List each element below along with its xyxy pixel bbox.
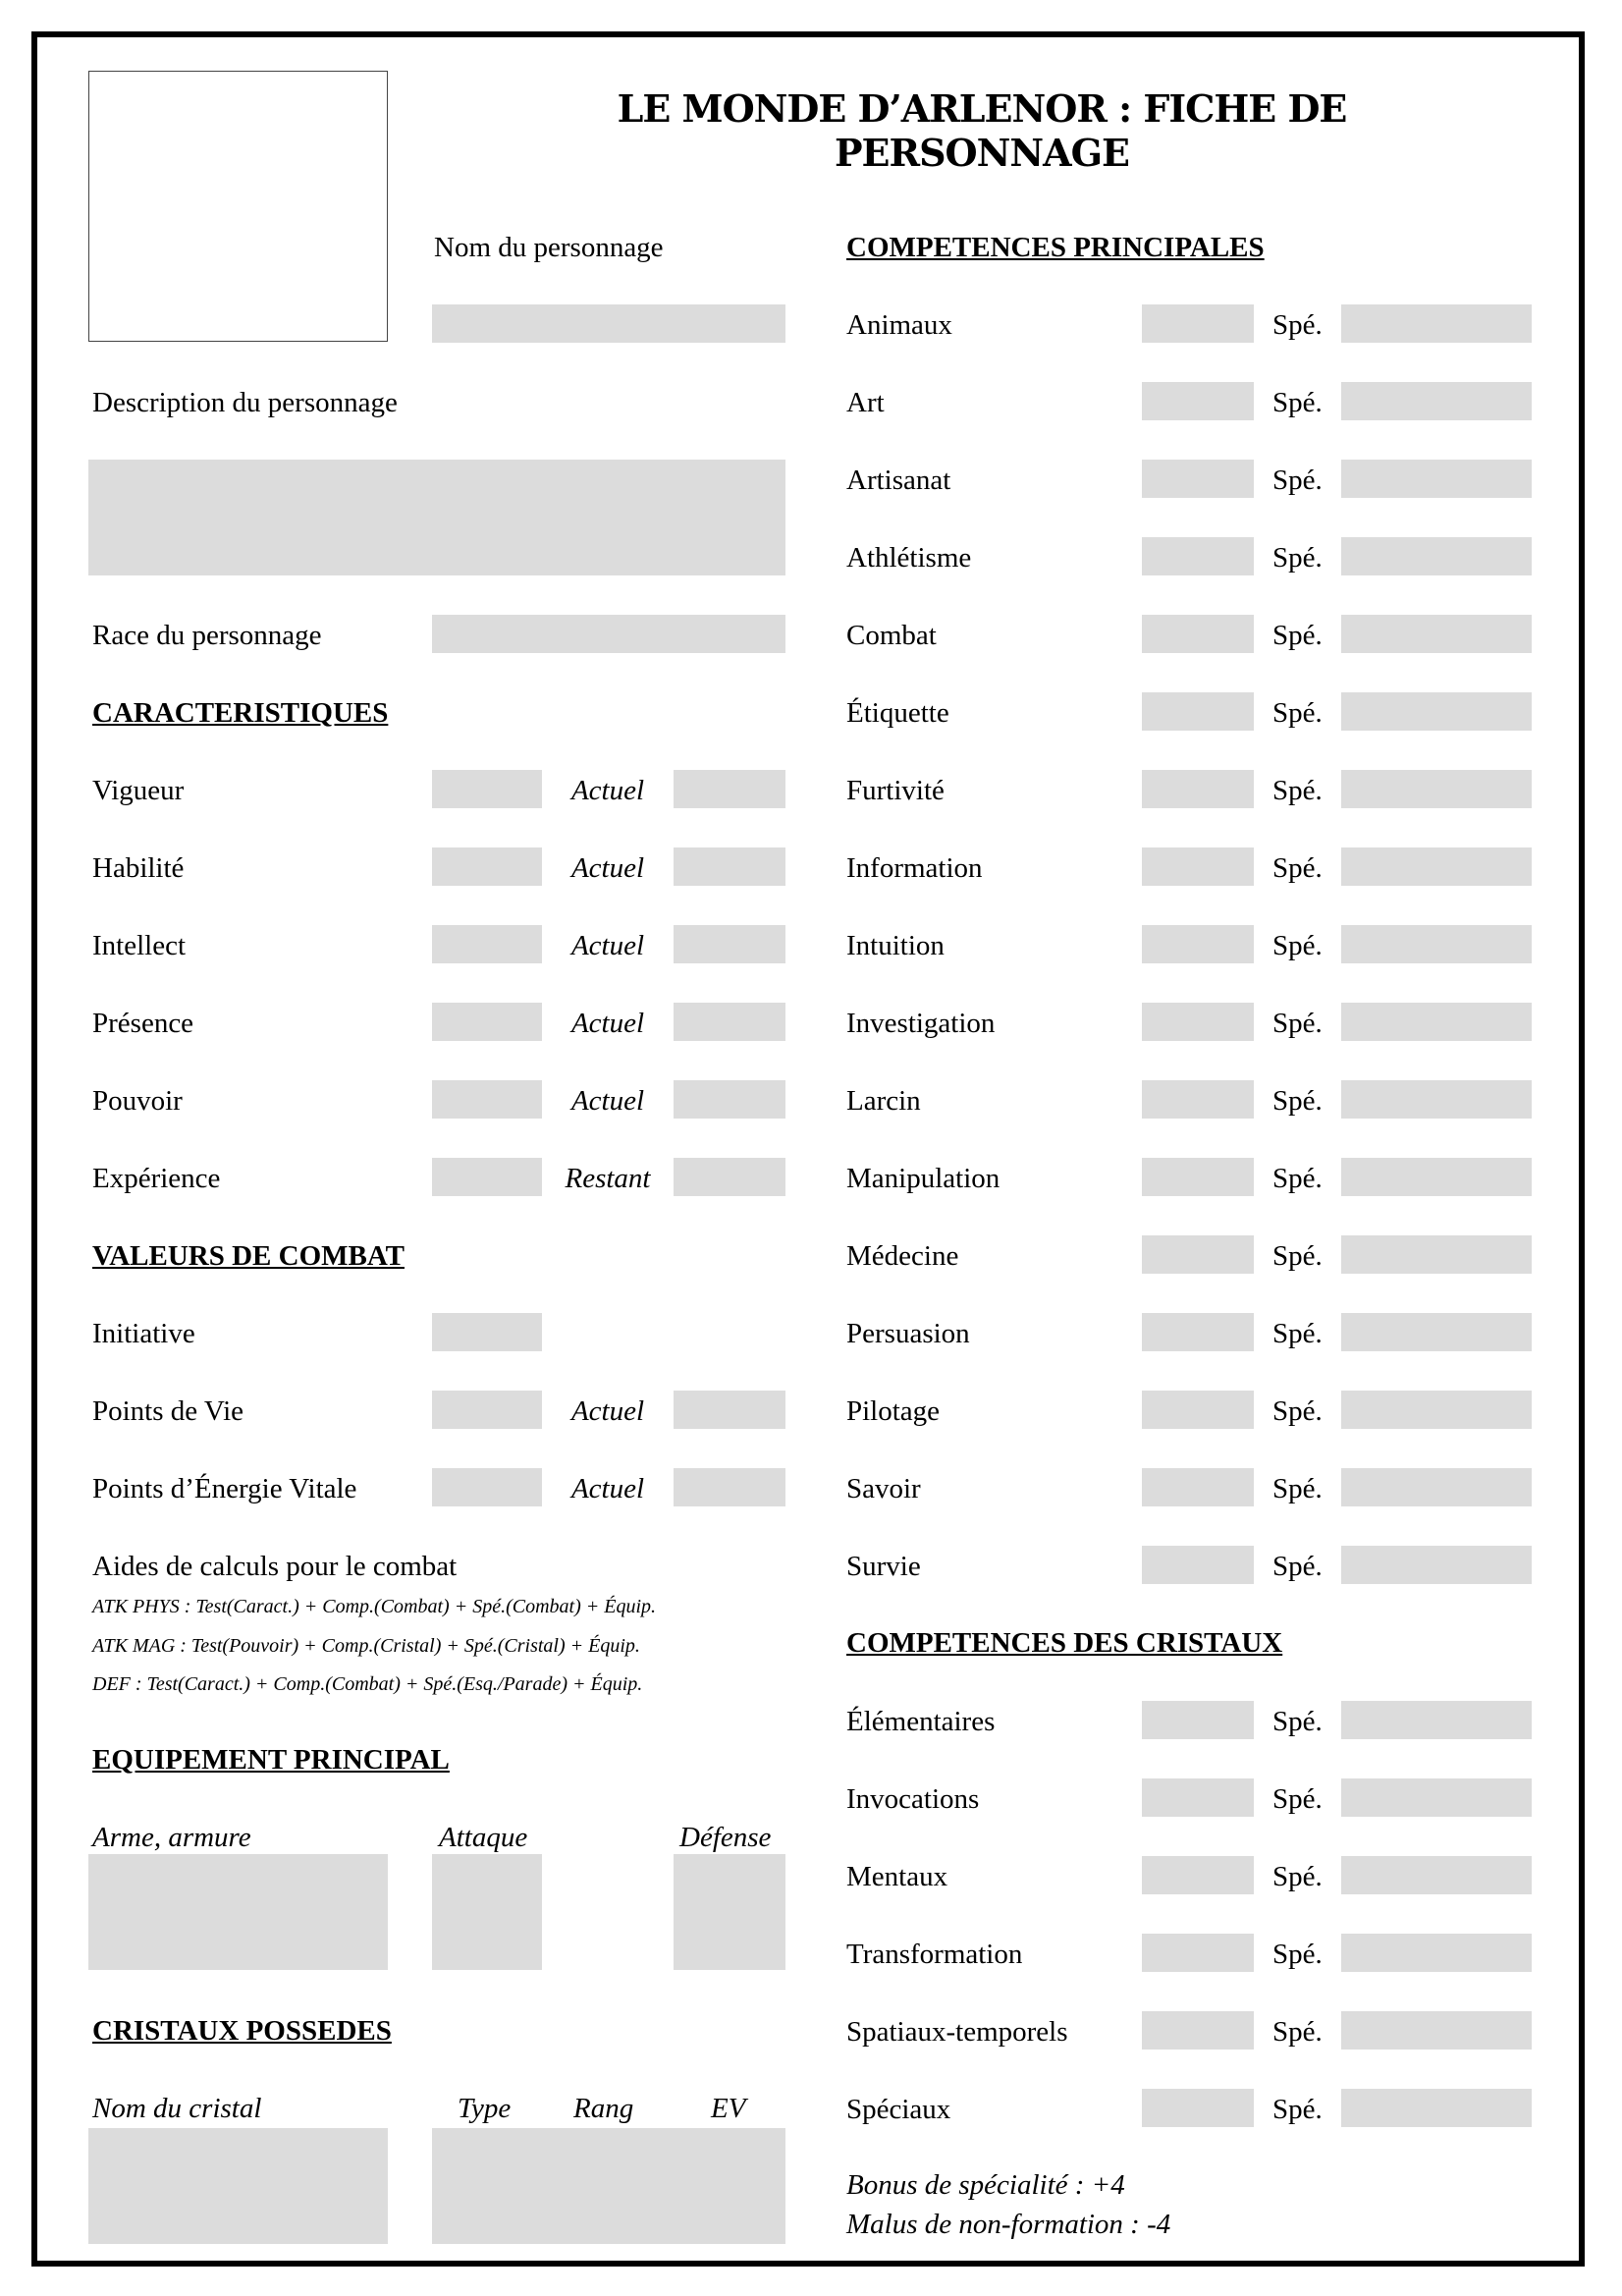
specialty-label: Spé. — [1272, 1318, 1323, 1349]
characteristic-secondary-label: Actuel — [570, 1008, 645, 1039]
specialty-label: Spé. — [1272, 1163, 1323, 1194]
specialty-label: Spé. — [1272, 930, 1323, 961]
skill-value-field[interactable] — [1142, 925, 1254, 963]
specialty-field[interactable] — [1341, 847, 1532, 886]
specialty-field[interactable] — [1341, 1934, 1532, 1972]
characteristic-label: Habilité — [92, 852, 185, 884]
specialty-field[interactable] — [1341, 304, 1532, 343]
characteristic-current-field[interactable] — [674, 1003, 785, 1041]
equipment-col-weapon: Arme, armure — [92, 1822, 251, 1853]
characteristic-value-field[interactable] — [432, 1080, 542, 1119]
specialty-field[interactable] — [1341, 460, 1532, 498]
specialty-label: Spé. — [1272, 2094, 1323, 2125]
skill-label: Investigation — [846, 1008, 996, 1039]
characteristic-value-field[interactable] — [432, 1158, 542, 1196]
specialty-label: Spé. — [1272, 1551, 1323, 1582]
non-training-malus-note: Malus de non-formation : -4 — [846, 2209, 1171, 2240]
skill-label: Animaux — [846, 309, 952, 341]
specialty-field[interactable] — [1341, 2011, 1532, 2050]
characteristic-value-field[interactable] — [432, 847, 542, 886]
specialty-label: Spé. — [1272, 620, 1323, 651]
characteristic-label: Expérience — [92, 1163, 221, 1194]
specialty-label: Spé. — [1272, 775, 1323, 806]
characteristic-label: Intellect — [92, 930, 187, 961]
skill-label: Art — [846, 387, 885, 418]
skill-label: Invocations — [846, 1783, 980, 1815]
combat-current-field[interactable] — [674, 1391, 785, 1429]
specialty-label: Spé. — [1272, 1240, 1323, 1272]
crystal-stats-field[interactable] — [432, 2128, 785, 2244]
formula-atk-phys: ATK PHYS : Test(Caract.) + Comp.(Combat) + Spé.(Combat) + Équip. — [92, 1596, 657, 1617]
characteristic-secondary-label: Actuel — [570, 852, 645, 884]
combat-value-field[interactable] — [432, 1468, 542, 1506]
specialty-field[interactable] — [1341, 925, 1532, 963]
characteristic-current-field[interactable] — [674, 847, 785, 886]
specialty-field[interactable] — [1341, 1701, 1532, 1739]
initiative-field[interactable] — [432, 1313, 542, 1351]
race-label: Race du personnage — [92, 620, 322, 651]
skill-value-field[interactable] — [1142, 460, 1254, 498]
specialty-field[interactable] — [1341, 1158, 1532, 1196]
crystals-heading: CRISTAUX POSSEDES — [92, 2015, 392, 2047]
skill-value-field[interactable] — [1142, 1778, 1254, 1817]
skill-label: Savoir — [846, 1473, 921, 1504]
name-label: Nom du personnage — [434, 232, 664, 263]
skill-value-field[interactable] — [1142, 847, 1254, 886]
crystals-col-type: Type — [458, 2093, 512, 2124]
skill-value-field[interactable] — [1142, 1313, 1254, 1351]
formula-atk-mag: ATK MAG : Test(Pouvoir) + Comp.(Cristal) + Spé.(Cristal) + Équip. — [92, 1635, 640, 1657]
initiative-label: Initiative — [92, 1318, 195, 1349]
specialty-field[interactable] — [1341, 537, 1532, 575]
characteristic-value-field[interactable] — [432, 1003, 542, 1041]
specialty-label: Spé. — [1272, 1395, 1323, 1427]
crystal-skills-heading: COMPETENCES DES CRISTAUX — [846, 1627, 1283, 1659]
equipment-attack-field[interactable] — [432, 1854, 542, 1970]
name-field[interactable] — [432, 304, 785, 343]
skill-value-field[interactable] — [1142, 2011, 1254, 2050]
characteristic-label: Vigueur — [92, 775, 185, 806]
specialty-bonus-note: Bonus de spécialité : +4 — [846, 2169, 1125, 2201]
characteristic-secondary-label: Restant — [565, 1163, 651, 1194]
skill-label: Artisanat — [846, 465, 951, 496]
characteristic-secondary-label: Actuel — [570, 1085, 645, 1117]
page-title: LE MONDE D’ARLENOR : FICHE DE PERSONNAGE — [617, 86, 1347, 175]
skill-label: Mentaux — [846, 1861, 948, 1892]
specialty-label: Spé. — [1272, 1939, 1323, 1970]
skill-label: Information — [846, 852, 983, 884]
characteristics-heading: CARACTERISTIQUES — [92, 697, 389, 729]
crystals-col-rank: Rang — [573, 2093, 634, 2124]
specialty-label: Spé. — [1272, 1085, 1323, 1117]
characteristic-secondary-label: Actuel — [570, 775, 645, 806]
specialty-field[interactable] — [1341, 1856, 1532, 1894]
skill-value-field[interactable] — [1142, 1003, 1254, 1041]
skill-value-field[interactable] — [1142, 1080, 1254, 1119]
portrait-box[interactable] — [88, 71, 388, 342]
specialty-label: Spé. — [1272, 309, 1323, 341]
equipment-col-defense: Défense — [679, 1822, 772, 1853]
equipment-weapon-field[interactable] — [88, 1854, 388, 1970]
specialty-label: Spé. — [1272, 465, 1323, 496]
characteristic-secondary-label: Actuel — [570, 930, 645, 961]
equipment-defense-field[interactable] — [674, 1854, 785, 1970]
skill-label: Spatiaux-temporels — [846, 2016, 1068, 2048]
skill-label: Pilotage — [846, 1395, 941, 1427]
skill-label: Persuasion — [846, 1318, 970, 1349]
skill-value-field[interactable] — [1142, 1856, 1254, 1894]
crystals-col-ev: EV — [711, 2093, 746, 2124]
skill-value-field[interactable] — [1142, 615, 1254, 653]
skill-value-field[interactable] — [1142, 537, 1254, 575]
specialty-label: Spé. — [1272, 1861, 1323, 1892]
combat-current-field[interactable] — [674, 1468, 785, 1506]
characteristic-label: Pouvoir — [92, 1085, 183, 1117]
skill-label: Athlétisme — [846, 542, 972, 574]
characteristic-label: Présence — [92, 1008, 194, 1039]
combat-label: Points d’Énergie Vitale — [92, 1473, 357, 1504]
main-skills-heading: COMPETENCES PRINCIPALES — [846, 232, 1265, 263]
skill-label: Transformation — [846, 1939, 1023, 1970]
specialty-field[interactable] — [1341, 1313, 1532, 1351]
skill-label: Élémentaires — [846, 1706, 996, 1737]
skill-value-field[interactable] — [1142, 1468, 1254, 1506]
combat-secondary-label: Actuel — [570, 1473, 645, 1504]
skill-value-field[interactable] — [1142, 304, 1254, 343]
specialty-field[interactable] — [1341, 770, 1532, 808]
combat-label: Points de Vie — [92, 1395, 244, 1427]
skill-value-field[interactable] — [1142, 382, 1254, 420]
specialty-field[interactable] — [1341, 692, 1532, 731]
skill-label: Combat — [846, 620, 937, 651]
specialty-label: Spé. — [1272, 1008, 1323, 1039]
skill-value-field[interactable] — [1142, 1701, 1254, 1739]
combat-value-field[interactable] — [432, 1391, 542, 1429]
specialty-label: Spé. — [1272, 542, 1323, 574]
skill-label: Survie — [846, 1551, 921, 1582]
skill-label: Médecine — [846, 1240, 959, 1272]
specialty-field[interactable] — [1341, 1778, 1532, 1817]
description-field[interactable] — [88, 460, 785, 575]
crystals-col-name: Nom du cristal — [92, 2093, 262, 2124]
race-field[interactable] — [432, 615, 785, 653]
crystal-name-field[interactable] — [88, 2128, 388, 2244]
skill-value-field[interactable] — [1142, 1158, 1254, 1196]
characteristic-current-field[interactable] — [674, 925, 785, 963]
combat-aids-label: Aides de calculs pour le combat — [92, 1551, 458, 1582]
equipment-heading: EQUIPEMENT PRINCIPAL — [92, 1744, 450, 1776]
skill-label: Manipulation — [846, 1163, 1000, 1194]
characteristic-value-field[interactable] — [432, 925, 542, 963]
characteristic-current-field[interactable] — [674, 1080, 785, 1119]
skill-label: Étiquette — [846, 697, 949, 729]
skill-value-field[interactable] — [1142, 692, 1254, 731]
characteristic-current-field[interactable] — [674, 1158, 785, 1196]
skill-value-field[interactable] — [1142, 2089, 1254, 2127]
skill-value-field[interactable] — [1142, 1391, 1254, 1429]
specialty-field[interactable] — [1341, 1080, 1532, 1119]
skill-value-field[interactable] — [1142, 770, 1254, 808]
specialty-label: Spé. — [1272, 1473, 1323, 1504]
specialty-label: Spé. — [1272, 2016, 1323, 2048]
specialty-field[interactable] — [1341, 615, 1532, 653]
characteristic-current-field[interactable] — [674, 770, 785, 808]
formula-def: DEF : Test(Caract.) + Comp.(Combat) + Spé.(Esq./Parade) + Équip. — [92, 1673, 643, 1695]
specialty-field[interactable] — [1341, 1003, 1532, 1041]
specialty-label: Spé. — [1272, 852, 1323, 884]
specialty-label: Spé. — [1272, 697, 1323, 729]
specialty-field[interactable] — [1341, 1546, 1532, 1584]
skill-label: Intuition — [846, 930, 945, 961]
combat-heading: VALEURS DE COMBAT — [92, 1240, 405, 1272]
skill-value-field[interactable] — [1142, 1546, 1254, 1584]
specialty-label: Spé. — [1272, 1783, 1323, 1815]
skill-value-field[interactable] — [1142, 1934, 1254, 1972]
specialty-label: Spé. — [1272, 387, 1323, 418]
specialty-label: Spé. — [1272, 1706, 1323, 1737]
characteristic-value-field[interactable] — [432, 770, 542, 808]
skill-label: Spéciaux — [846, 2094, 951, 2125]
specialty-field[interactable] — [1341, 382, 1532, 420]
skill-label: Furtivité — [846, 775, 945, 806]
specialty-field[interactable] — [1341, 1235, 1532, 1274]
skill-label: Larcin — [846, 1085, 921, 1117]
specialty-field[interactable] — [1341, 1468, 1532, 1506]
specialty-field[interactable] — [1341, 2089, 1532, 2127]
specialty-field[interactable] — [1341, 1391, 1532, 1429]
description-label: Description du personnage — [92, 387, 398, 418]
skill-value-field[interactable] — [1142, 1235, 1254, 1274]
combat-secondary-label: Actuel — [570, 1395, 645, 1427]
equipment-col-attack: Attaque — [439, 1822, 528, 1853]
